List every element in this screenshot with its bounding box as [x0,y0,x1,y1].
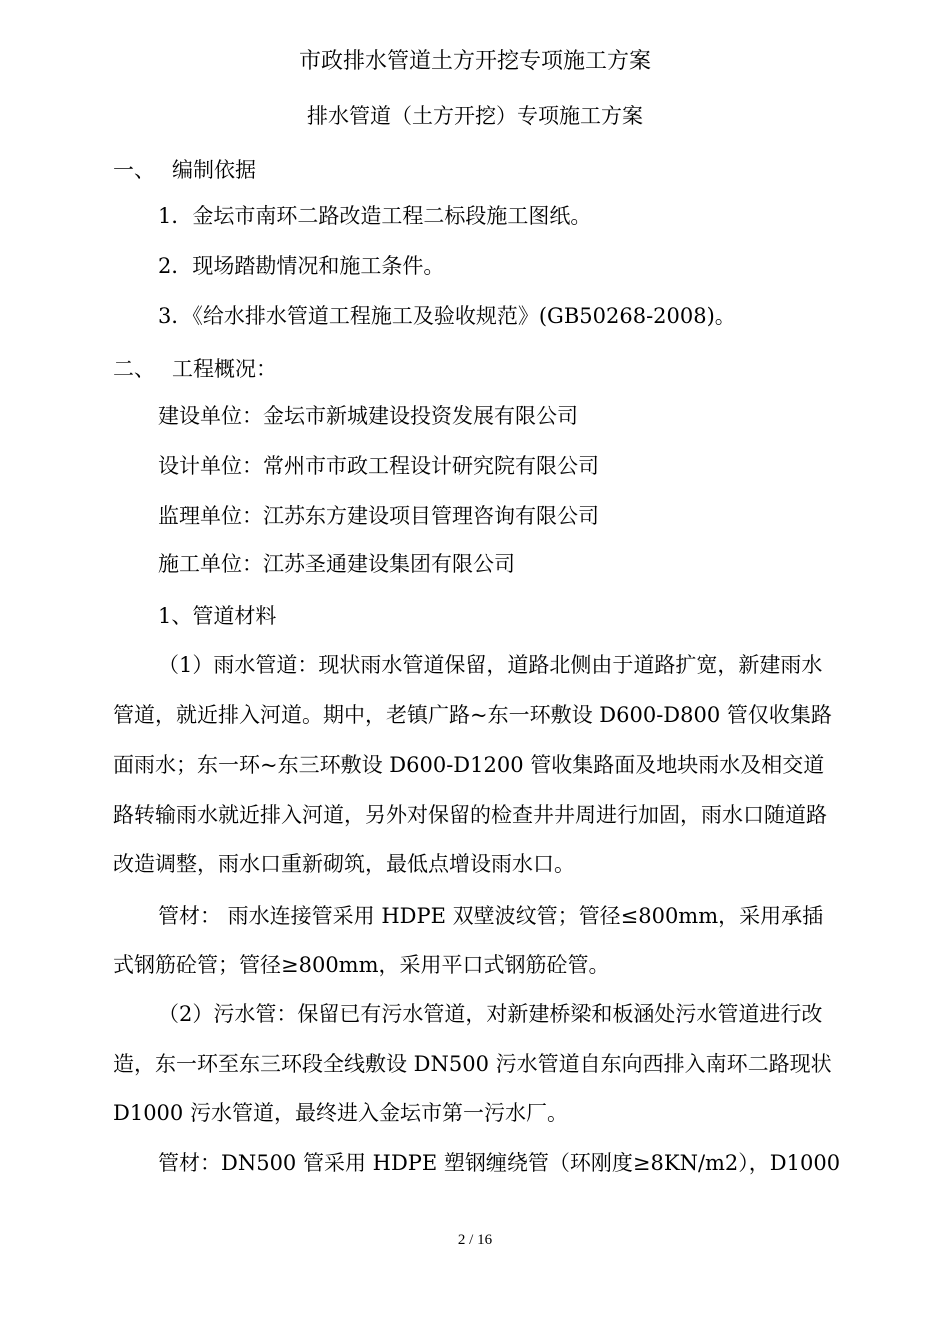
section1-number: 一、 [113,158,155,182]
rain-paragraph-line-2: 管道，就近排入河道。期中，老镇广路~东一环敷设 D600-D800 管仅收集路 [113,703,832,727]
rain-paragraph-line-4: 路转输雨水就近排入河道，另外对保留的检查井井周进行加固，雨水口随道路 [113,803,827,827]
section2-heading: 工程概况： [172,357,277,381]
basis-item-1: 1．金坛市南环二路改造工程二标段施工图纸。 [158,204,592,228]
section2-number: 二、 [113,357,155,381]
page-number: 2 / 16 [457,1232,493,1248]
contractor-unit: 施工单位：江苏圣通建设集团有限公司 [158,552,515,576]
pipe-material-subtitle: 1、管道材料 [158,604,277,628]
document-subtitle: 排水管道（土方开挖）专项施工方案 [307,104,643,128]
rain-material-line-2: 式钢筋砼管；管径≥800mm，采用平口式钢筋砼管。 [113,953,610,977]
basis-item-2: 2．现场踏勘情况和施工条件。 [158,254,445,278]
sewage-material-line: 管材：DN500 管采用 HDPE 塑钢缠绕管（环刚度≥8KN/m2），D1000 [158,1151,841,1175]
rain-material-line-1: 管材： 雨水连接管采用 HDPE 双壁波纹管；管径≤800mm，采用承插 [158,904,824,928]
sewage-paragraph-line-3: D1000 污水管道，最终进入金坛市第一污水厂。 [113,1101,568,1125]
sewage-paragraph-line-2: 造，东一环至东三环段全线敷设 DN500 污水管道自东向西排入南环二路现状 [113,1052,832,1076]
rain-paragraph-line-3: 面雨水；东一环~东三环敷设 D600-D1200 管收集路面及地块雨水及相交道 [113,753,825,777]
rain-paragraph-line-5: 改造调整，雨水口重新砌筑，最低点增设雨水口。 [113,852,575,876]
basis-item-3: 3．《给水排水管道工程施工及验收规范》(GB50268-2008)。 [158,304,736,328]
section1-heading: 编制依据 [172,158,256,182]
design-unit: 设计单位：常州市市政工程设计研究院有限公司 [158,454,599,478]
supervision-unit: 监理单位：江苏东方建设项目管理咨询有限公司 [158,504,599,528]
sewage-paragraph-line-1: （2）污水管：保留已有污水管道，对新建桥梁和板涵处污水管道进行改 [158,1002,823,1026]
construction-unit: 建设单位：金坛市新城建设投资发展有限公司 [158,404,578,428]
rain-paragraph-line-1: （1）雨水管道：现状雨水管道保留，道路北侧由于道路扩宽，新建雨水 [158,653,823,677]
document-title: 市政排水管道土方开挖专项施工方案 [298,49,651,74]
